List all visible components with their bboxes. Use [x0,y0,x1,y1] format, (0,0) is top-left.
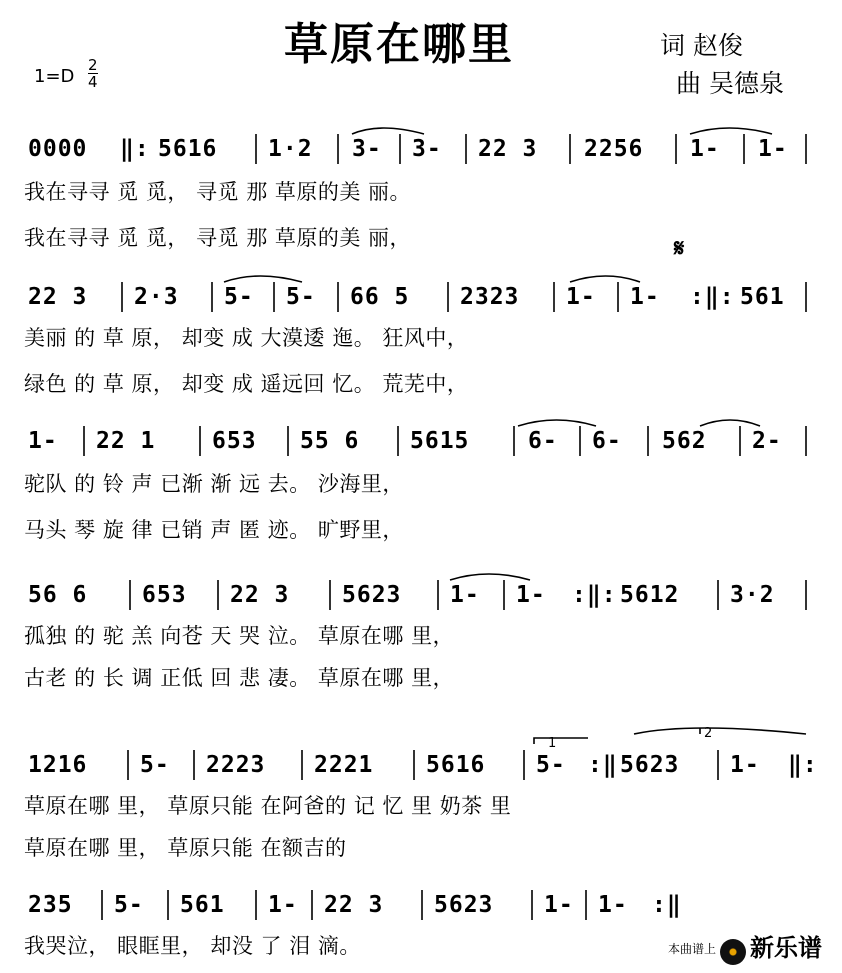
measure: 1- [28,428,58,454]
measure: 1- [630,284,660,310]
segno-icon: 𝄋 [674,234,685,262]
measure: 22 3 [324,892,384,918]
measure: 66 5 [350,284,410,310]
watermark-brand: 新乐谱 [750,934,822,962]
lyric-line: 驼队 的 铃 声 已渐 渐 远 去。 沙海里， [24,472,404,496]
watermark-label: 本曲谱上 [667,942,716,956]
volta-1-label: 1 [548,736,557,751]
measure: 2223 [206,752,266,778]
measure: 5- [286,284,316,310]
measure: 653 [212,428,257,454]
measure: 5- [140,752,170,778]
lyric-line: 我在寻寻 觅 觅， 寻觅 那 草原的美 丽。 [24,180,412,204]
lyricist-credit: 词 赵俊 [660,31,743,60]
lyric-line: 孤独 的 驼 羔 向苍 天 哭 泣。 草原在哪 里， [24,624,455,648]
key-signature: 1=D [34,66,75,87]
measure: 22 1 [96,428,156,454]
measure: 1- [450,582,480,608]
vinyl-record-icon [720,939,746,965]
repeat-barline: :‖: [572,582,617,608]
measure: 1- [758,136,788,162]
song-title: 草原在哪里 [284,19,514,70]
lyric-line: 我哭泣， 眼眶里， 却没 了 泪 滴。 [24,934,361,958]
measure: 1- [268,892,298,918]
measure: 5- [224,284,254,310]
measure: 1- [690,136,720,162]
measure: 56 6 [28,582,88,608]
measure: 3·2 [730,582,775,608]
measure: 2·3 [134,284,179,310]
lyric-line: 美丽 的 草 原， 却变 成 大漠逶 迤。 狂风中， [24,326,469,350]
measure: 22 3 [28,284,88,310]
measure: 5623 [342,582,402,608]
measure: 2323 [460,284,520,310]
measure: 5612 [620,582,680,608]
measure: 22 3 [478,136,538,162]
measure: 5616 [158,136,218,162]
measure: 2256 [584,136,644,162]
composer-credit: 曲 吴德泉 [676,69,784,98]
lyric-line: 马头 琴 旋 律 已销 声 匿 迹。 旷野里， [24,518,404,542]
measure: 0000 [28,136,88,162]
measure: 1- [544,892,574,918]
end-barline: :‖ [652,892,682,918]
measure: 5623 [620,752,680,778]
time-signature-bottom: 4 [88,73,98,91]
measure: 55 6 [300,428,360,454]
time-signature-top: 2 [88,56,98,74]
repeat-start-barline: ‖: [788,752,818,778]
measure: 5623 [434,892,494,918]
measure: 1- [566,284,596,310]
lyric-line: 古老 的 长 调 正低 回 悲 凄。 草原在哪 里， [24,666,455,690]
repeat-end-barline: :‖ [588,752,618,778]
lyric-line: 草原在哪 里， 草原只能 在阿爸的 记 忆 里 奶茶 里 [24,794,512,818]
measure: 5- [114,892,144,918]
measure: 1·2 [268,136,313,162]
measure: 22 3 [230,582,290,608]
measure: 561 [180,892,225,918]
measure: 1- [598,892,628,918]
measure: 235 [28,892,73,918]
measure: 1- [516,582,546,608]
repeat-barline: :‖: [690,284,735,310]
measure: 6- [528,428,558,454]
measure: 1- [730,752,760,778]
measure: 3- [412,136,442,162]
measure: 2221 [314,752,374,778]
lyric-line: 草原在哪 里， 草原只能 在额吉的 [24,836,347,860]
lyric-line: 我在寻寻 觅 觅， 寻觅 那 草原的美 丽， [24,226,412,250]
measure: 3- [352,136,382,162]
measure: 653 [142,582,187,608]
measure: 5- [536,752,566,778]
measure: 5616 [426,752,486,778]
measure: 562 [662,428,707,454]
measure: 1216 [28,752,88,778]
measure: 6- [592,428,622,454]
lyric-line: 绿色 的 草 原， 却变 成 遥远回 忆。 荒芜中， [24,372,469,396]
volta-2-label: 2 [704,726,713,741]
measure: 2- [752,428,782,454]
repeat-start-barline: ‖: [120,136,150,162]
measure: 5615 [410,428,470,454]
measure: 561 [740,284,785,310]
